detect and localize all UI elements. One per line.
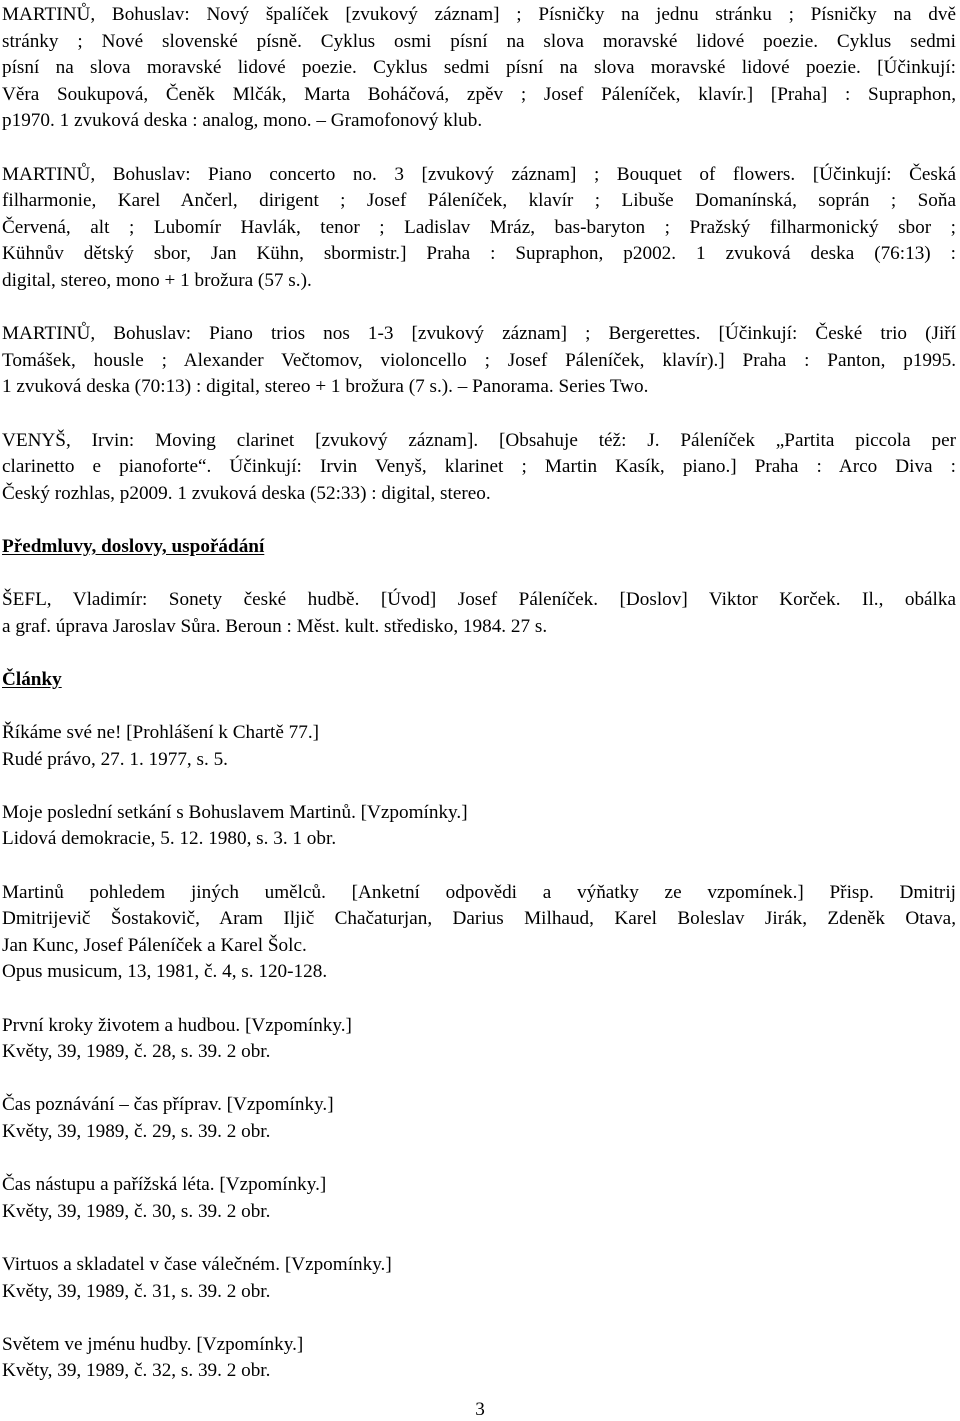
article-source: Květy, 39, 1989, č. 32, s. 39. 2 obr. bbox=[2, 1360, 271, 1382]
entry-line: 1 zvuková deska (70:13) : digital, stereo + 1 brožura (7 s.). – Panorama. Series Two. bbox=[2, 376, 649, 398]
article-entry bbox=[2, 880, 956, 986]
article-title: Martinů pohledem jiných umělců. [Anketní odpovědi a výňatky ze vzpomínek.] Přisp. Dmitrij bbox=[2, 881, 956, 903]
bibliography-entry bbox=[2, 321, 956, 401]
entry-line: Tomášek, housle ; Alexander Večtomov, violoncello ; Josef Páleníček, klavír).] Praha : Panton, p1995. bbox=[2, 349, 956, 371]
entry-line: písní na slova moravské lidové poezie. Cyklus sedmi písní na slova moravské lidové poezie. [Účinkují: bbox=[2, 57, 956, 79]
article-entry bbox=[2, 720, 956, 773]
article-source: Květy, 39, 1989, č. 30, s. 39. 2 obr. bbox=[2, 1200, 271, 1222]
document-page bbox=[2, 2, 956, 1385]
entry-line: digital, stereo, mono + 1 brožura (57 s.). bbox=[2, 269, 312, 291]
entry-line: stránky ; Nové slovenské písně. Cyklus osmi písní na slova moravské lidové poezie. Cyklus sedmi bbox=[2, 30, 956, 52]
section-heading-articles: Články bbox=[2, 668, 62, 690]
article-source: Květy, 39, 1989, č. 28, s. 39. 2 obr. bbox=[2, 1041, 271, 1063]
article-title: Čas poznávání – čas příprav. [Vzpomínky.] bbox=[2, 1094, 334, 1116]
entry-line: filharmonie, Karel Ančerl, dirigent ; Josef Páleníček, klavír ; Libuše Domanínská, soprán ; Soňa bbox=[2, 190, 956, 212]
article-title: Světem ve jménu hudby. [Vzpomínky.] bbox=[2, 1333, 304, 1355]
entry-line: Červená, alt ; Lubomír Havlák, tenor ; Ladislav Mráz, bas-baryton ; Pražský filharmonický sbor ; bbox=[2, 216, 956, 238]
article-title: Moje poslední setkání s Bohuslavem Martinů. [Vzpomínky.] bbox=[2, 801, 468, 823]
entry-line: ŠEFL, Vladimír: Sonety české hudbě. [Úvod] Josef Páleníček. [Doslov] Viktor Korček. Il., obálka bbox=[2, 589, 956, 611]
article-source: Opus musicum, 13, 1981, č. 4, s. 120-128. bbox=[2, 961, 328, 983]
entry-line: clarinetto e pianoforte“. Účinkují: Irvin Venyš, klarinet ; Martin Kasík, piano.] Praha : Arco Diva : bbox=[2, 456, 956, 478]
article-entry bbox=[2, 800, 956, 853]
entry-line: Věra Soukupová, Čeněk Mlčák, Marta Boháčová, zpěv ; Josef Páleníček, klavír.] [Praha] : Supraphon, bbox=[2, 83, 956, 105]
article-entry bbox=[2, 1013, 956, 1066]
article-title: První kroky životem a hudbou. [Vzpomínky.] bbox=[2, 1014, 352, 1036]
entry-line: Český rozhlas, p2009. 1 zvuková deska (52:33) : digital, stereo. bbox=[2, 482, 491, 504]
page-number: 3 bbox=[475, 1399, 485, 1420]
entry-line: MARTINŮ, Bohuslav: Piano trios nos 1-3 [zvukový záznam] ; Bergerettes. [Účinkují: České trio (Jiří bbox=[2, 323, 956, 345]
article-title: Dmitrijevič Šostakovič, Aram Iljič Chačaturjan, Darius Milhaud, Karel Boleslav Jirák, Zdeněk Otava, bbox=[2, 908, 956, 930]
entry-line: MARTINŮ, Bohuslav: Nový špalíček [zvukový záznam] ; Písničky na jednu stránku ; Písničky na dvě bbox=[2, 4, 956, 25]
article-entry bbox=[2, 1092, 956, 1145]
article-title: Jan Kunc, Josef Páleníček a Karel Šolc. bbox=[2, 934, 307, 956]
entry-line: VENYŠ, Irvin: Moving clarinet [zvukový záznam]. [Obsahuje též: J. Páleníček „Partita piccola per bbox=[2, 429, 956, 451]
article-source: Květy, 39, 1989, č. 31, s. 39. 2 obr. bbox=[2, 1280, 271, 1302]
article-source: Rudé právo, 27. 1. 1977, s. 5. bbox=[2, 748, 228, 770]
bibliography-entry bbox=[2, 2, 956, 135]
article-title: Virtuos a skladatel v čase válečném. [Vzpomínky.] bbox=[2, 1253, 392, 1275]
article-source: Květy, 39, 1989, č. 29, s. 39. 2 obr. bbox=[2, 1120, 271, 1142]
article-title: Říkáme své ne! [Prohlášení k Chartě 77.] bbox=[2, 722, 320, 744]
bibliography-entry bbox=[2, 587, 956, 640]
entry-line: p1970. 1 zvuková deska : analog, mono. – Gramofonový klub. bbox=[2, 110, 483, 132]
article-entry bbox=[2, 1172, 956, 1225]
entry-line: Kühnův dětský sbor, Jan Kühn, sbormistr.] Praha : Supraphon, p2002. 1 zvuková deska (76:13) : bbox=[2, 243, 956, 265]
article-entry bbox=[2, 1252, 956, 1305]
section-heading-forewords: Předmluvy, doslovy, uspořádání bbox=[2, 535, 265, 557]
bibliography-entry bbox=[2, 162, 956, 295]
article-entry bbox=[2, 1332, 956, 1385]
bibliography-entry bbox=[2, 428, 956, 508]
article-title: Čas nástupu a pařížská léta. [Vzpomínky.] bbox=[2, 1174, 327, 1196]
entry-line: MARTINŮ, Bohuslav: Piano concerto no. 3 [zvukový záznam] ; Bouquet of flowers. [Účinkují: Česká bbox=[2, 163, 956, 185]
entry-line: a graf. úprava Jaroslav Sůra. Beroun : Měst. kult. středisko, 1984. 27 s. bbox=[2, 615, 548, 637]
article-source: Lidová demokracie, 5. 12. 1980, s. 3. 1 obr. bbox=[2, 828, 337, 850]
